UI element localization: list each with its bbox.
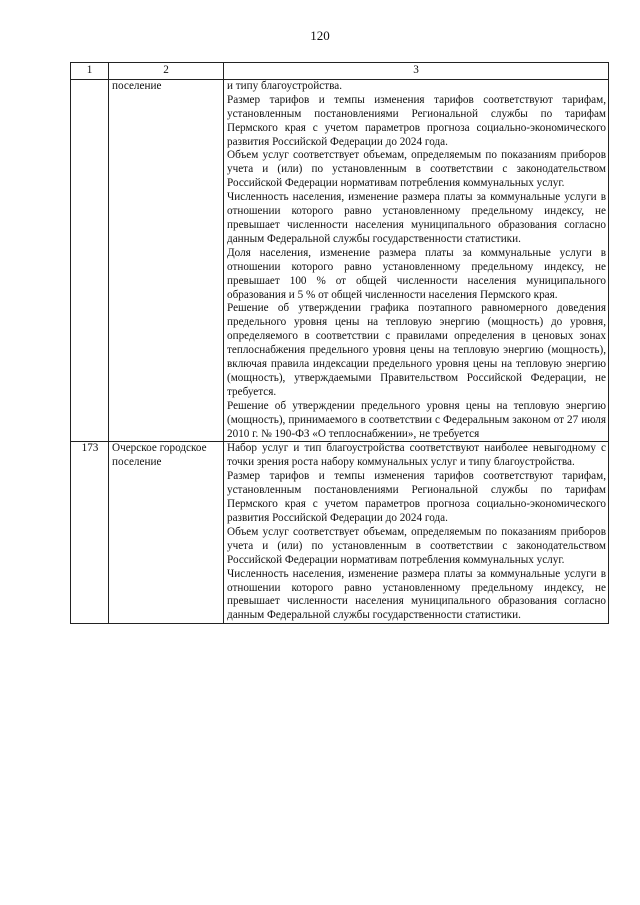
document-table (70, 62, 609, 624)
table-header-row (71, 63, 609, 80)
settlement-name: поселение (109, 79, 224, 442)
description-cell (224, 442, 609, 624)
row-number: 173 (71, 442, 109, 624)
paragraph: Численность населения, изменение размера платы за коммунальные услуги в отношении которого равно установленному предельному индексу, не превышает численности населения муниципального образования согласно данным Федеральной службы государственности статистики. (227, 567, 606, 622)
table-row (71, 79, 609, 442)
row-number (71, 79, 109, 442)
paragraph: Численность населения, изменение размера платы за коммунальные услуги в отношении которого равно установленному предельному индексу, не превышает численности населения муниципального образования согласно данным Федеральной службы государственности статистики. (227, 191, 606, 245)
paragraph: Набор услуг и тип благоустройства соответствуют наиболее невыгодному с точки зрения роста набору коммунальных услуг и типу благоустройства. (227, 442, 606, 469)
header-col-2: 2 (109, 63, 224, 80)
table-row (71, 442, 609, 624)
paragraph: Размер тарифов и темпы изменения тарифов соответствуют тарифам, установленным постановлениями Региональной службы по тарифам Пермского края с учетом параметров прогноза социально-экономического развития Российской Федерации до 2024 года. (227, 470, 606, 524)
paragraph: Доля населения, изменение размера платы за коммунальные услуги в отношении которого равно установленному предельному индексу, не превышает 100 % от общей численности населения муниципального образования и 5 % от общей численности населения Пермского края. (227, 246, 606, 301)
paragraph: Объем услуг соответствует объемам, определяемым по показаниям приборов учета и (или) по установленным в соответствии с законодательством Российской Федерации нормативам потребления коммунальных услуг. (227, 149, 606, 190)
paragraph: Решение об утверждении предельного уровня цены на тепловую энергию (мощность), принимаемого в соответствии с Федеральным законом от 27 июля 2010 г. № 190-ФЗ «О теплоснабжении», не требуется (227, 399, 606, 440)
page-number: 120 (310, 28, 330, 43)
paragraph: Размер тарифов и темпы изменения тарифов соответствуют тарифам, установленным постановлениями Региональной службы по тарифам Пермского края с учетом параметров прогноза социально-экономического развития Российской Федерации до 2024 года. (227, 93, 606, 148)
description-cell (224, 79, 609, 442)
paragraph: Решение об утверждении графика поэтапного равномерного доведения предельного уровня цены на тепловую энергию (мощность) до уровня, определяемого в соответствии с правилами определения в ценовых зонах теплоснабжения предельного уровня цены на тепловую энергию (мощность), включая правила индексации предельного уровня цены на тепловую энергию (мощность), утверждаемыми Правительством Российской Федерации, не требуется. (227, 302, 606, 398)
header-col-3: 3 (224, 63, 609, 80)
paragraph: и типу благоустройства. (227, 79, 342, 92)
settlement-name: Очерское городское поселение (109, 442, 224, 624)
paragraph: Объем услуг соответствует объемам, определяемым по показаниям приборов учета и (или) по установленным в соответствии с законодательством Российской Федерации нормативам потребления коммунальных услуг. (227, 525, 606, 566)
header-col-1: 1 (71, 63, 109, 80)
